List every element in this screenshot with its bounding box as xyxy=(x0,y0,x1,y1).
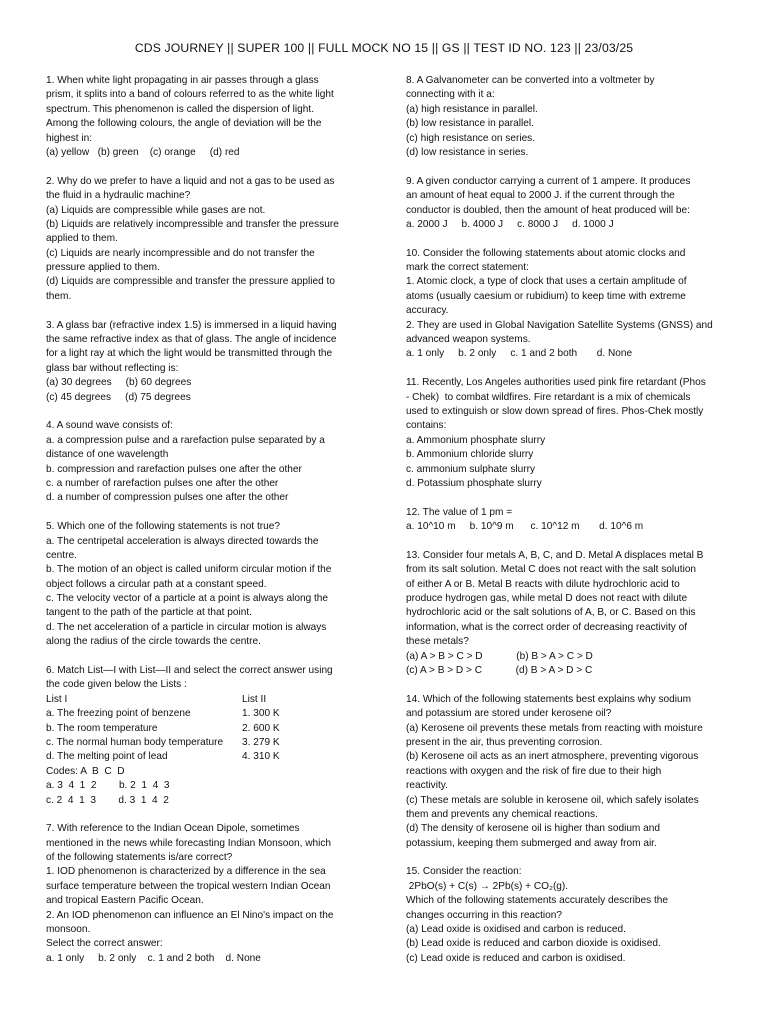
text-line: (d) low resistance in series. xyxy=(406,146,529,158)
text-line: the fluid in a hydraulic machine? xyxy=(46,190,191,202)
text-line: (b) low resistance in parallel. xyxy=(406,118,534,130)
text-line: and potassium are stored under kerosene oil? xyxy=(406,708,612,720)
question-12 xyxy=(406,506,736,535)
text-line: present in the air, thus preventing corrosion. xyxy=(406,736,603,748)
text-line: potassium, keeping them submerged and away from air. xyxy=(406,837,657,849)
question-3 xyxy=(46,319,376,405)
text-line: d. a number of compression pulses one after the other xyxy=(46,492,289,504)
text-line: (d) Liquids are compressible and transfer the pressure applied to xyxy=(46,276,335,288)
right-column xyxy=(406,74,736,966)
text-line: Which of the following statements accurately describes the xyxy=(406,895,669,907)
text-line: mark the correct statement: xyxy=(406,262,529,274)
text-line: 2. Why do we prefer to have a liquid and not a gas to be used as xyxy=(46,175,335,187)
text-line: a. 10^10 m b. 10^9 m c. 10^12 m d. 10^6 m xyxy=(406,521,644,533)
text-line: 12. The value of 1 pm = xyxy=(406,506,513,518)
text-line: d. Potassium phosphate slurry xyxy=(406,477,542,489)
text-line: changes occurring in this reaction? xyxy=(406,909,562,921)
text-line: 10. Consider the following statements about atomic clocks and xyxy=(406,247,686,259)
text-line: glass bar without reflecting is: xyxy=(46,362,179,374)
text-line: (a) Liquids are compressible while gases are not. xyxy=(46,204,266,216)
text-line: connecting with it a: xyxy=(406,89,495,101)
text-line: (c) These metals are soluble in kerosene oil, which safely isolates xyxy=(406,794,699,806)
question-9 xyxy=(406,175,736,233)
text-line: 4. A sound wave consists of: xyxy=(46,420,173,432)
text-line: 2. They are used in Global Navigation Satellite Systems (GNSS) and xyxy=(406,319,713,331)
text-line: b. The motion of an object is called uniform circular motion if the xyxy=(46,564,332,576)
text-line: reactivity. xyxy=(406,780,448,792)
text-line: Among the following colours, the angle of deviation will be the xyxy=(46,118,322,130)
text-line: (a) Kerosene oil prevents these metals from reacting with moisture xyxy=(406,722,703,734)
text-line: 2. An IOD phenomenon can influence an El Nino's impact on the xyxy=(46,909,334,921)
text-line: Codes: A B C D xyxy=(46,765,125,777)
text-line: b. Ammonium chloride slurry xyxy=(406,449,534,461)
text-line: applied to them. xyxy=(46,233,118,245)
question-11 xyxy=(406,376,736,491)
question-6-codes xyxy=(46,765,376,808)
text-line: - Chek) to combat wildfires. Fire retardant is a mix of chemicals xyxy=(406,391,691,403)
text-line: tangent to the path of the particle at that point. xyxy=(46,607,252,619)
text-line: (a) Lead oxide is oxidised and carbon is reduced. xyxy=(406,924,626,936)
match-table-row: c. The normal human body temperature 3. 279 K xyxy=(46,736,280,748)
question-2 xyxy=(46,175,376,305)
text-line: (c) 45 degrees (d) 75 degrees xyxy=(46,391,191,403)
text-line: 2PbO(s) + C(s) → 2Pb(s) + CO₂(g). xyxy=(406,880,569,892)
text-line: c. a number of rarefaction pulses one after the other xyxy=(46,477,279,489)
text-line: for a light ray at which the light would be transmitted through the xyxy=(46,348,333,360)
text-line: c. ammonium sulphate slurry xyxy=(406,463,536,475)
text-line: accuracy. xyxy=(406,305,449,317)
question-15 xyxy=(406,865,736,966)
match-table-row: List I List II xyxy=(46,693,267,705)
text-line: and tropical Eastern Pacific Ocean. xyxy=(46,895,204,907)
match-table-row: d. The melting point of lead 4. 310 K xyxy=(46,751,280,763)
match-table-row: a. The freezing point of benzene 1. 300 K xyxy=(46,708,280,720)
text-line: from its salt solution. Metal C does not react with the salt solution xyxy=(406,564,697,576)
question-10 xyxy=(406,247,736,362)
text-line: hydrochloric acid or the salt solutions of A, B, or C. Based on this xyxy=(406,607,696,619)
text-line: used to extinguish or slow down spread of fires. Phos-Chek mostly xyxy=(406,405,704,417)
text-line: (d) The density of kerosene oil is higher than sodium and xyxy=(406,823,660,835)
text-line: surface temperature between the tropical western Indian Ocean xyxy=(46,880,331,892)
text-line: 7. With reference to the Indian Ocean Dipole, sometimes xyxy=(46,823,300,835)
left-column xyxy=(46,74,376,966)
question-13 xyxy=(406,549,736,679)
text-line: 11. Recently, Los Angeles authorities used pink fire retardant (Phos xyxy=(406,377,706,389)
text-line: produce hydrogen gas, while metal D does not react with dilute xyxy=(406,593,688,605)
text-line: 5. Which one of the following statements is not true? xyxy=(46,521,280,533)
text-line: a. 1 only b. 2 only c. 1 and 2 both d. None xyxy=(46,952,261,964)
text-line: conductor is doubled, then the amount of heat produced will be: xyxy=(406,204,690,216)
text-line: Select the correct answer: xyxy=(46,938,163,950)
text-line: 15. Consider the reaction: xyxy=(406,866,522,878)
text-line: 14. Which of the following statements best explains why sodium xyxy=(406,693,692,705)
text-line: pressure applied to them. xyxy=(46,262,160,274)
question-4 xyxy=(46,419,376,505)
text-line: of the following statements is/are correct? xyxy=(46,852,233,864)
text-line: (b) Liquids are relatively incompressible and transfer the pressure xyxy=(46,218,339,230)
text-line: (c) Liquids are nearly incompressible and do not transfer the xyxy=(46,247,315,259)
text-line: a. Ammonium phosphate slurry xyxy=(406,434,546,446)
text-line: (a) yellow (b) green (c) orange (d) red xyxy=(46,146,240,158)
text-line: distance of one wavelength xyxy=(46,449,169,461)
text-line: highest in: xyxy=(46,132,93,144)
text-line: c. The velocity vector of a particle at a point is always along the xyxy=(46,593,329,605)
match-table-row: b. The room temperature 2. 600 K xyxy=(46,722,280,734)
question-6-intro xyxy=(46,664,376,693)
text-line: a. 2000 J b. 4000 J c. 8000 J d. 1000 J xyxy=(406,218,614,230)
text-line: a. 1 only b. 2 only c. 1 and 2 both d. None xyxy=(406,348,633,360)
question-14 xyxy=(406,693,736,851)
text-line: a. a compression pulse and a rarefaction pulse separated by a xyxy=(46,434,325,446)
text-line: (c) high resistance on series. xyxy=(406,132,536,144)
text-line: reactions with oxygen and the risk of fire due to their high xyxy=(406,765,662,777)
text-line: mentioned in the news while forecasting Indian Monsoon, which xyxy=(46,837,332,849)
text-line: a. The centripetal acceleration is always directed towards the xyxy=(46,535,319,547)
page-title: CDS JOURNEY || SUPER 100 || FULL MOCK NO 15 || GS || TEST ID NO. 123 || 23/03/25 xyxy=(134,41,634,55)
text-line: these metals? xyxy=(406,636,469,648)
text-line: 6. Match List—I with List—II and select the correct answer using xyxy=(46,665,333,677)
text-line: monsoon. xyxy=(46,924,91,936)
question-5 xyxy=(46,520,376,650)
text-line: the same refractive index as that of glass. The angle of incidence xyxy=(46,334,337,346)
text-line: 9. A given conductor carrying a current of 1 ampere. It produces xyxy=(406,175,691,187)
text-line: the code given below the Lists : xyxy=(46,679,187,691)
text-line: contains: xyxy=(406,420,447,432)
text-line: them. xyxy=(46,290,72,302)
text-line: 8. A Galvanometer can be converted into a voltmeter by xyxy=(406,75,655,86)
text-line: advanced weapon systems. xyxy=(406,334,531,346)
text-line: (c) A > B > D > C (d) B > A > D > C xyxy=(406,665,593,677)
text-line: 1. IOD phenomenon is characterized by a difference in the sea xyxy=(46,866,326,878)
text-line: 3. A glass bar (refractive index 1.5) is immersed in a liquid having xyxy=(46,319,337,331)
text-line: c. 2 4 1 3 d. 3 1 4 2 xyxy=(46,794,169,806)
text-line: atoms (usually caesium or rubidium) to keep time with extreme xyxy=(406,290,686,302)
text-line: (a) 30 degrees (b) 60 degrees xyxy=(46,377,192,389)
text-line: d. The net acceleration of a particle in circular motion is always xyxy=(46,621,327,633)
text-line: centre. xyxy=(46,549,77,561)
text-line: along the radius of the circle towards the centre. xyxy=(46,636,261,648)
text-line: a. 3 4 1 2 b. 2 1 4 3 xyxy=(46,780,170,792)
text-line: (b) Lead oxide is reduced and carbon dioxide is oxidised. xyxy=(406,938,661,950)
text-line: (a) high resistance in parallel. xyxy=(406,103,538,115)
match-table xyxy=(46,693,376,765)
text-line: 13. Consider four metals A, B, C, and D. Metal A displaces metal B xyxy=(406,549,704,561)
text-line: (b) Kerosene oil acts as an inert atmosphere, preventing vigorous xyxy=(406,751,699,763)
question-1 xyxy=(46,74,376,160)
text-line: (a) A > B > C > D (b) B > A > C > D xyxy=(406,650,593,662)
text-line: object follows a circular path at a constant speed. xyxy=(46,578,267,590)
question-8 xyxy=(406,74,736,160)
text-line: (c) Lead oxide is reduced and carbon is oxidised. xyxy=(406,952,626,964)
text-line: b. compression and rarefaction pulses one after the other xyxy=(46,463,302,475)
text-line: of either A or B. Metal B reacts with dilute hydrochloric acid to xyxy=(406,578,680,590)
text-line: 1. When white light propagating in air passes through a glass xyxy=(46,75,319,86)
text-line: an amount of heat equal to 2000 J. if the current through the xyxy=(406,190,675,202)
text-line: prism, it splits into a band of colours referred to as the white light xyxy=(46,89,334,101)
text-line: them and prevents any chemical reactions. xyxy=(406,808,598,820)
text-line: 1. Atomic clock, a type of clock that uses a certain amplitude of xyxy=(406,276,687,288)
text-line: information, what is the correct order of decreasing reactivity of xyxy=(406,621,688,633)
question-6 xyxy=(46,664,376,808)
text-line: spectrum. This phenomenon is called the dispersion of light. xyxy=(46,103,315,115)
question-7 xyxy=(46,822,376,966)
